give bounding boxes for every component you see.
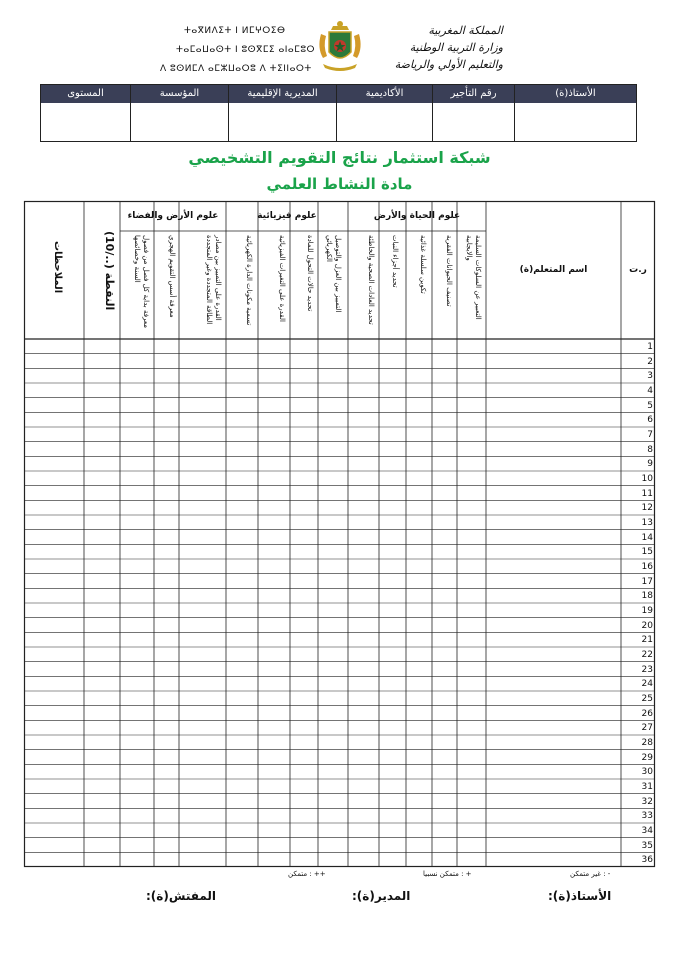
teacher-signature[interactable]: الأستاذ(ة): — [548, 889, 612, 903]
skill-healthy-habits: تحديد العادات الصحية والخاطئة — [367, 235, 375, 325]
row-number: 34 — [641, 826, 653, 836]
skill-matter-states: تحديد حالات التحول للمادة — [306, 235, 314, 312]
info-head-level: المستوى — [41, 85, 130, 103]
score-header: النقطة (../10) — [103, 231, 116, 311]
info-col-level — [41, 85, 130, 141]
skill-energy-sources: القدرة على التمييز بين مصادر الطاقة المتجددة وغير المتجددة — [205, 235, 222, 325]
legend-mastered: ++ : متمكن — [288, 870, 326, 878]
row-number: 3 — [647, 371, 653, 382]
row-number: 26 — [641, 708, 653, 719]
info-head-academy: الأكاديمية — [337, 85, 432, 103]
info-head-directorate: المديرية الإقليمية — [229, 85, 336, 103]
row-number: 29 — [641, 752, 653, 763]
skill-seasons: معرفة بداية كل فصل من فصول السنة وخصائصها — [133, 235, 150, 329]
row-number: 35 — [641, 840, 653, 851]
skill-plant-parts: تحديد أجزاء النبات — [391, 235, 399, 288]
row-number: 27 — [641, 723, 653, 734]
row-number: 9 — [647, 459, 653, 470]
skill-physical-changes: القدرة على التغيرات الفيزيائية — [278, 235, 286, 322]
row-number: 36 — [641, 855, 653, 866]
ministry-label: وزارة التربية الوطنية — [409, 41, 503, 54]
tifinagh-line-3: ⴷ ⵓⵙⵍⵎⴷ ⴰⵎⵣⵡⴰⵔⵓ ⴷ ⵜⵉⵏⵏⴰⵔⵜ — [160, 64, 312, 74]
info-field-academy[interactable] — [337, 103, 432, 141]
row-number: 17 — [641, 576, 653, 587]
row-number: 23 — [641, 664, 653, 675]
skill-conductors: التمييز بين العزل والتوصيل الكهربائي — [325, 235, 342, 313]
row-number: 7 — [647, 430, 653, 440]
legend-not-mastered: - : غير متمكن — [570, 870, 611, 878]
director-signature[interactable]: المدير(ة): — [352, 889, 411, 903]
skill-circuit-parts: تسمية مكونات الدارة الكهربائية — [245, 235, 253, 326]
row-number: 5 — [647, 400, 653, 411]
row-number: 8 — [647, 444, 653, 455]
row-number: 24 — [641, 679, 653, 690]
info-field-payroll[interactable] — [433, 103, 514, 141]
tifinagh-line-1: ⵜⴰⴳⵍⴷⵉⵜ ⵏ ⵍⵎⵖⵔⵉⴱ — [184, 26, 286, 36]
tifinagh-line-2: ⵜⴰⵎⴰⵡⴰⵙⵜ ⵏ ⵓⵙⴳⵎⵉ ⴰⵏⴰⵎⵓⵔ — [176, 45, 316, 55]
ministry-tifinagh-heading — [160, 22, 340, 79]
info-head-payroll: رقم التأجير — [433, 85, 514, 103]
info-field-teacher[interactable] — [515, 103, 636, 141]
evaluation-grid — [24, 201, 655, 867]
row-number: 31 — [641, 782, 653, 792]
rank-header: ر.ت — [629, 265, 647, 275]
info-field-directorate[interactable] — [229, 103, 336, 141]
row-number: 33 — [641, 811, 653, 822]
row-number: 25 — [641, 694, 653, 704]
page-title: شبكة استثمار نتائج التقويم التشخيصي — [188, 148, 491, 167]
student-name-header: اسم المتعلم(ة) — [519, 265, 588, 275]
row-number: 15 — [641, 547, 653, 558]
info-col-teacher — [514, 85, 636, 141]
skill-healthy-behaviour: التعبير عن السلوكات السليمة والايجابية — [465, 235, 482, 320]
row-number: 12 — [641, 503, 653, 514]
subject-title: مادة النشاط العلمي — [266, 175, 413, 193]
row-number: 16 — [641, 562, 653, 572]
info-head-teacher: الأستاذ(ة) — [515, 85, 636, 103]
row-number: 4 — [647, 386, 653, 396]
info-field-level[interactable] — [41, 103, 130, 141]
info-table — [40, 84, 637, 142]
skill-vertebrates: تصنيف الحيوانات الفقرية — [445, 235, 453, 307]
group-life-earth: علوم الحياة والأرض — [373, 211, 461, 221]
row-number: 30 — [641, 767, 653, 778]
skill-food-chain: تكوين سلسلة غذائية — [419, 235, 427, 294]
skill-hijri-calendar: معرفة أسس التقويم الهجري — [168, 235, 176, 318]
legend-partial: + : متمكن نسبيا — [423, 870, 472, 878]
row-number: 18 — [641, 591, 653, 602]
row-number: 21 — [641, 635, 653, 646]
row-number: 6 — [647, 415, 653, 426]
notes-header: الملاحظات — [52, 241, 63, 294]
row-number: 22 — [641, 650, 653, 660]
row-number: 1 — [647, 342, 653, 352]
inspector-signature[interactable]: المفتش(ة): — [146, 889, 217, 903]
row-number: 2 — [647, 356, 653, 367]
info-field-school[interactable] — [131, 103, 228, 141]
row-number: 20 — [641, 620, 653, 631]
info-head-school: المؤسسة — [131, 85, 228, 103]
row-number: 13 — [641, 518, 653, 528]
kingdom-label: المملكة المغربية — [428, 24, 503, 37]
row-number: 10 — [641, 474, 653, 484]
info-col-academy — [336, 85, 432, 141]
ministry-label-2: والتعليم الأولي والرياضة — [394, 58, 503, 71]
group-physics: علوم فيزيائية — [257, 211, 317, 221]
row-number: 28 — [641, 738, 653, 748]
info-col-directorate — [228, 85, 336, 141]
row-number: 11 — [641, 488, 653, 499]
info-col-payroll — [432, 85, 514, 141]
row-number: 14 — [641, 532, 653, 543]
group-earth-space: علوم الأرض والفضاء — [127, 211, 219, 221]
row-number: 19 — [641, 606, 653, 616]
row-number: 32 — [641, 796, 653, 807]
info-col-school — [130, 85, 228, 141]
